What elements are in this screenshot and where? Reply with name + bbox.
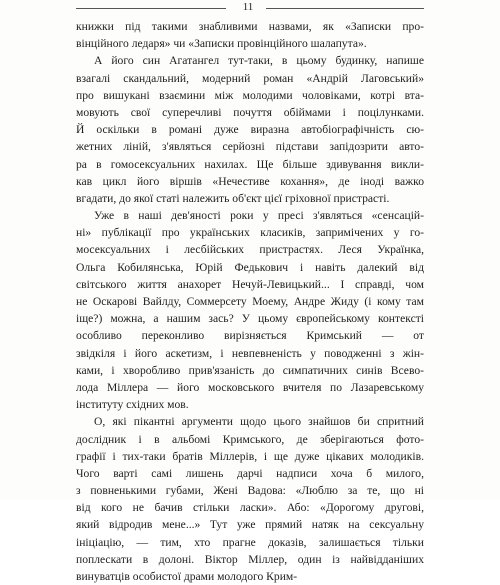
text-line: ініціацію, — тим, хто прагне доказів, залишається тільки bbox=[76, 535, 424, 549]
text-line: інституту східних мов. bbox=[76, 398, 189, 412]
text-line: ками, і хворобливо прив'язаність до симпатичних синів Всево- bbox=[76, 363, 424, 377]
text-line: ра в гомосексуальних нахилах. Ще більше здивування викли- bbox=[76, 157, 424, 171]
text-line: про вишукані взаємини між молодими чоловіками, котрі вта- bbox=[76, 88, 424, 102]
text-line: з повненькими губами, Жені Вадова: «Люблю за те, що ні bbox=[76, 484, 424, 498]
text-line: вгадати, до якої статі належить об'єкт цієї гріховної пристрасті. bbox=[76, 191, 390, 205]
header-rule-left bbox=[76, 8, 226, 9]
text-line: іще?) можна, а нашим зась? У цьому європейському контексті bbox=[76, 312, 424, 326]
header-rule-right bbox=[266, 8, 424, 9]
text-line: від кого не бачив стільки ласки». Або: «Дорогому другові, bbox=[76, 501, 424, 515]
text-line: ні» публікації про українських класиків, запримічених у го- bbox=[76, 226, 424, 240]
text-line: Уже в наші дев'яності роки у пресі з'являться «сенсацій- bbox=[94, 209, 424, 223]
page-body-text bbox=[76, 18, 424, 585]
text-line: поплескати в долоні. Віктор Міллер, один із найвідданіших bbox=[76, 552, 424, 566]
text-line: Й оскільки в романі дуже виразна автобіографічність сю- bbox=[76, 123, 424, 137]
text-line: графії і тих-таки братів Міллерів, і ще дуже цікавих молодиків. bbox=[76, 449, 424, 463]
text-line: жетних ліній, з'являться серйозні підстави запідозрити авто- bbox=[76, 140, 424, 154]
text-line: винуватців особистої драми молодого Крим- bbox=[76, 570, 298, 583]
text-line: кав цикл його віршів «Нечестиве кохання», де іноді важко bbox=[76, 174, 424, 188]
text-line: лода Міллера — його московського вчителя по Лазаревському bbox=[76, 380, 424, 394]
text-line: Ольга Кобилянська, Юрій Федькович і навіть далекий від bbox=[76, 260, 424, 274]
text-line: мовують свої суперечливі почуття обіймами і поцілунками. bbox=[76, 105, 424, 119]
text-line: Чого варті самі лишень дарчі надписи хоча б милого, bbox=[76, 466, 424, 480]
text-line: А його син Агатангел тут-таки, в цьому будинку, напише bbox=[94, 54, 424, 68]
text-line: який відродив мене...» Тут уже прямий натяк на сексуальну bbox=[76, 518, 424, 532]
paragraph bbox=[76, 207, 424, 413]
text-line: мосексуальних і лесбійських пристрастях. Леся Українка, bbox=[76, 243, 424, 257]
text-line: вінційного ледаря» чи «Записки провінційного шалапута». bbox=[76, 37, 367, 51]
text-line: звідкіля і його аскетизм, і невпевненість у поводженні з жін- bbox=[76, 346, 424, 360]
text-line: книжки під такими знабливими назвами, як «Записки про- bbox=[76, 20, 424, 33]
paragraph bbox=[76, 413, 424, 585]
text-line: О, які пікантні аргументи щодо цього знайшов би спритний bbox=[94, 415, 424, 429]
text-line: світського життя анахорет Нечуй-Левицький... І справді, чом bbox=[76, 277, 424, 291]
text-line: не Оскарові Вайлду, Соммерсету Моему, Андре Жиду (і кому там bbox=[76, 295, 424, 308]
text-line: взагалі скандальний, модерний роман «Андрій Лаговський» bbox=[76, 71, 424, 85]
paragraph bbox=[76, 18, 424, 52]
text-line: особливо переконливо вирізняється Кримський — от bbox=[76, 329, 424, 343]
text-line: дослідник і в альбомі Кримського, де зберігаються фото- bbox=[76, 432, 424, 446]
page-header bbox=[0, 0, 500, 18]
page-number: 11 bbox=[242, 1, 254, 13]
paragraph bbox=[76, 52, 424, 207]
